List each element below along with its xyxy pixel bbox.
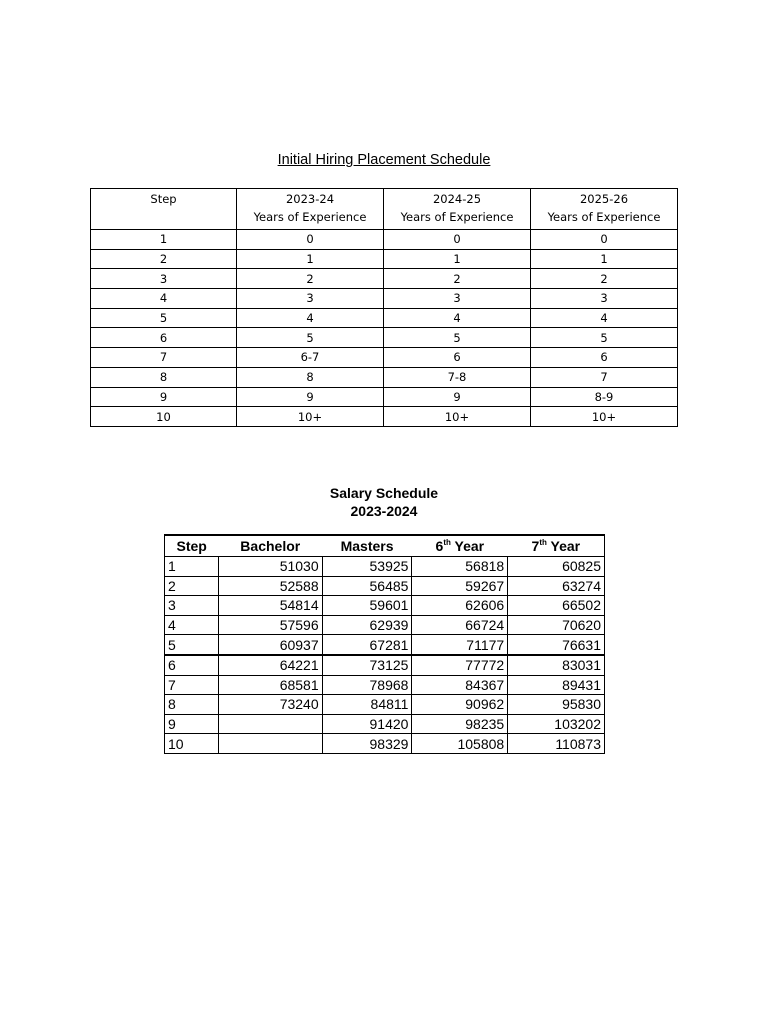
table-cell: 2 xyxy=(384,269,531,289)
salary-cell: 84367 xyxy=(412,675,508,695)
salary-cell: 103202 xyxy=(508,714,605,734)
salary-cell: 76631 xyxy=(508,635,605,655)
table-cell: 1 xyxy=(531,249,678,269)
table-row xyxy=(165,596,605,616)
table-row xyxy=(165,714,605,734)
table-cell: 5 xyxy=(237,328,384,348)
step-cell: 2 xyxy=(165,576,219,596)
header-num: 6 xyxy=(435,538,444,554)
table-cell: 0 xyxy=(384,230,531,250)
salary-cell: 77772 xyxy=(412,655,508,675)
header-2024-25 xyxy=(384,189,531,230)
header-num: 7 xyxy=(531,538,540,554)
table-cell: 3 xyxy=(237,289,384,309)
step-cell: 8 xyxy=(165,695,219,715)
placement-table-body xyxy=(91,230,678,427)
table-cell: 9 xyxy=(237,387,384,407)
salary-cell: 66724 xyxy=(412,615,508,635)
salary-cell: 62939 xyxy=(322,615,412,635)
table-cell: 10+ xyxy=(384,407,531,427)
table-cell: 2 xyxy=(531,269,678,289)
table-cell: 0 xyxy=(531,230,678,250)
salary-cell xyxy=(218,734,322,754)
step-cell: 1 xyxy=(165,557,219,577)
salary-cell: 59267 xyxy=(412,576,508,596)
table-row xyxy=(165,675,605,695)
header-year-label: 2023-24 xyxy=(285,192,335,206)
table-cell: 7-8 xyxy=(384,367,531,387)
header-sub-label: Years of Experience xyxy=(253,210,367,224)
salary-header-step: Step xyxy=(165,535,219,557)
salary-cell: 56818 xyxy=(412,557,508,577)
step-cell: 6 xyxy=(165,655,219,675)
salary-cell: 105808 xyxy=(412,734,508,754)
table-cell: 9 xyxy=(384,387,531,407)
table-cell: 6 xyxy=(531,348,678,368)
table-cell: 3 xyxy=(531,289,678,309)
table-cell: 4 xyxy=(531,308,678,328)
salary-cell: 98235 xyxy=(412,714,508,734)
salary-cell: 98329 xyxy=(322,734,412,754)
salary-cell: 84811 xyxy=(322,695,412,715)
placement-header-row xyxy=(91,189,678,230)
table-row xyxy=(165,576,605,596)
salary-cell: 95830 xyxy=(508,695,605,715)
table-cell: 0 xyxy=(237,230,384,250)
salary-cell: 66502 xyxy=(508,596,605,616)
salary-header-6th-year xyxy=(412,535,508,557)
salary-cell: 51030 xyxy=(218,557,322,577)
table-row xyxy=(91,269,678,289)
table-row xyxy=(91,328,678,348)
salary-cell: 60937 xyxy=(218,635,322,655)
table-row xyxy=(165,655,605,675)
step-cell: 7 xyxy=(165,675,219,695)
table-row xyxy=(165,734,605,754)
table-row xyxy=(165,635,605,655)
placement-schedule-table xyxy=(90,188,678,427)
table-cell: 7 xyxy=(91,348,237,368)
salary-cell: 89431 xyxy=(508,675,605,695)
salary-cell: 83031 xyxy=(508,655,605,675)
table-row xyxy=(91,230,678,250)
table-row xyxy=(91,348,678,368)
salary-cell: 73240 xyxy=(218,695,322,715)
header-year-label: 2025-26 xyxy=(579,192,629,206)
header-step-label: Step xyxy=(150,192,177,206)
salary-cell: 70620 xyxy=(508,615,605,635)
salary-cell: 68581 xyxy=(218,675,322,695)
salary-cell: 53925 xyxy=(322,557,412,577)
salary-cell: 52588 xyxy=(218,576,322,596)
salary-cell: 63274 xyxy=(508,576,605,596)
header-sub-label: Years of Experience xyxy=(547,210,661,224)
header-rest: Year xyxy=(546,538,581,554)
salary-cell: 110873 xyxy=(508,734,605,754)
table-cell: 2 xyxy=(237,269,384,289)
table-row xyxy=(165,557,605,577)
salary-cell: 73125 xyxy=(322,655,412,675)
salary-header-bachelor: Bachelor xyxy=(218,535,322,557)
table-row xyxy=(91,289,678,309)
salary-cell: 60825 xyxy=(508,557,605,577)
placement-schedule-title: Initial Hiring Placement Schedule xyxy=(277,152,491,168)
salary-title-line: Salary Schedule xyxy=(329,485,439,501)
table-cell: 6 xyxy=(91,328,237,348)
step-cell: 9 xyxy=(165,714,219,734)
salary-year-line: 2023-2024 xyxy=(350,503,418,519)
salary-cell: 64221 xyxy=(218,655,322,675)
table-cell: 6-7 xyxy=(237,348,384,368)
header-rest: Year xyxy=(450,538,485,554)
table-cell: 2 xyxy=(91,249,237,269)
step-cell: 4 xyxy=(165,615,219,635)
table-cell: 5 xyxy=(91,308,237,328)
salary-cell: 67281 xyxy=(322,635,412,655)
table-row xyxy=(165,695,605,715)
step-cell: 3 xyxy=(165,596,219,616)
header-year-label: 2024-25 xyxy=(432,192,482,206)
salary-header-7th-year xyxy=(508,535,605,557)
salary-cell: 56485 xyxy=(322,576,412,596)
salary-cell: 78968 xyxy=(322,675,412,695)
table-cell: 10+ xyxy=(237,407,384,427)
header-2023-24 xyxy=(237,189,384,230)
salary-cell: 91420 xyxy=(322,714,412,734)
table-cell: 1 xyxy=(384,249,531,269)
salary-cell xyxy=(218,714,322,734)
step-cell: 10 xyxy=(165,734,219,754)
table-row xyxy=(165,615,605,635)
table-row xyxy=(91,367,678,387)
table-cell: 8-9 xyxy=(531,387,678,407)
header-step xyxy=(91,189,237,230)
header-sub-label: Years of Experience xyxy=(400,210,514,224)
table-cell: 4 xyxy=(384,308,531,328)
table-row xyxy=(91,249,678,269)
step-cell: 5 xyxy=(165,635,219,655)
table-cell: 3 xyxy=(91,269,237,289)
table-cell: 1 xyxy=(91,230,237,250)
table-cell: 9 xyxy=(91,387,237,407)
table-cell: 4 xyxy=(91,289,237,309)
salary-cell: 90962 xyxy=(412,695,508,715)
table-cell: 1 xyxy=(237,249,384,269)
table-cell: 8 xyxy=(91,367,237,387)
table-cell: 3 xyxy=(384,289,531,309)
table-cell: 5 xyxy=(531,328,678,348)
salary-schedule-table xyxy=(164,534,605,754)
table-row xyxy=(91,407,678,427)
salary-cell: 57596 xyxy=(218,615,322,635)
salary-cell: 54814 xyxy=(218,596,322,616)
salary-cell: 62606 xyxy=(412,596,508,616)
header-sup: th xyxy=(443,538,451,547)
salary-cell: 59601 xyxy=(322,596,412,616)
salary-schedule-title xyxy=(0,484,768,520)
salary-table-body xyxy=(165,557,605,754)
table-cell: 4 xyxy=(237,308,384,328)
header-2025-26 xyxy=(531,189,678,230)
salary-header-masters: Masters xyxy=(322,535,412,557)
table-cell: 7 xyxy=(531,367,678,387)
table-cell: 10 xyxy=(91,407,237,427)
salary-header-row xyxy=(165,535,605,557)
table-cell: 8 xyxy=(237,367,384,387)
table-row xyxy=(91,308,678,328)
header-sup: th xyxy=(539,538,547,547)
table-cell: 6 xyxy=(384,348,531,368)
table-cell: 10+ xyxy=(531,407,678,427)
table-cell: 5 xyxy=(384,328,531,348)
salary-cell: 71177 xyxy=(412,635,508,655)
table-row xyxy=(91,387,678,407)
